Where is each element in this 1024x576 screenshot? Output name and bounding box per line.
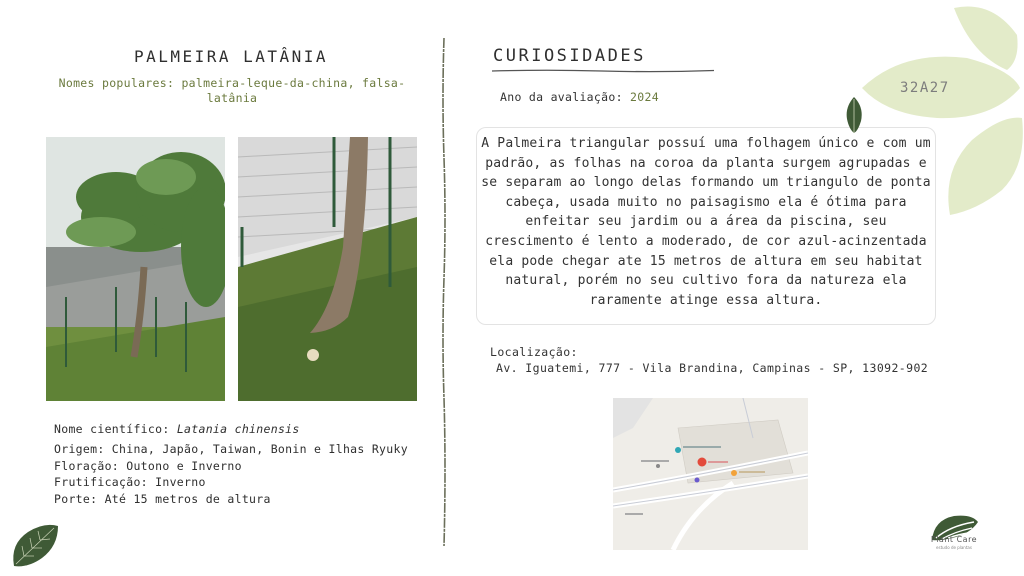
location-address: Av. Iguatemi, 777 - Vila Brandina, Campinas - SP, 13092-902 [496, 361, 929, 375]
year-label: Ano da avaliação: [500, 90, 623, 104]
popular-names-label: Nomes populares: [58, 76, 175, 90]
curiosities-title: CURIOSIDADES [493, 46, 646, 66]
scientific-name-label: Nome científico: [54, 422, 170, 436]
leaf-bottom-icon [10, 522, 60, 568]
scientific-name: Latania chinensis [176, 422, 300, 436]
plant-photo-2 [238, 137, 417, 401]
evaluation-year [500, 90, 659, 104]
fruiting: Frutificação: Inverno [54, 475, 206, 490]
logo-tagline: estudo de plantas [936, 545, 972, 550]
origin: Origem: China, Japão, Taiwan, Bonin e Ilhas Ryuky [54, 441, 408, 456]
logo-name: Plant Care [930, 535, 978, 544]
small-leaf-icon [844, 95, 864, 135]
plant-title: PALMEIRA LATÂNIA [133, 47, 329, 66]
popular-names-value: palmeira-leque-da-china, falsa-latânia [181, 76, 406, 105]
description-text: A Palmeira triangular possuí uma folhagem único e com um padrão, as folhas na coroa da planta surgem agrupadas e se separam ao longo delas formando um triangulo de ponta cabeça, usada muito no paisagismo ela é ótima para enfeitar seu jardim ou a área da piscina, seu crescimento é lento a moderado, de cor azul-acinzentada ela pode chegar ate 15 metros de altura em seu habitat natural, porém no seu cultivo fora da natureza ela raramente atinge essa altura. [481, 136, 931, 308]
plant-photo-1 [46, 137, 225, 401]
leaf-decoration [842, 0, 1024, 226]
popular-names [52, 76, 412, 106]
plant-code: 32A27 [900, 80, 950, 96]
scientific-name-line [54, 421, 424, 438]
title-underline [492, 69, 714, 73]
flowering: Floração: Outono e Inverno [54, 458, 242, 473]
column-divider [441, 38, 447, 546]
plant-size: Porte: Até 15 metros de altura [54, 492, 271, 507]
year-value: 2024 [630, 90, 659, 104]
location-label: Localização: [490, 345, 578, 359]
location-map[interactable] [613, 398, 808, 550]
plant-info [54, 421, 424, 508]
